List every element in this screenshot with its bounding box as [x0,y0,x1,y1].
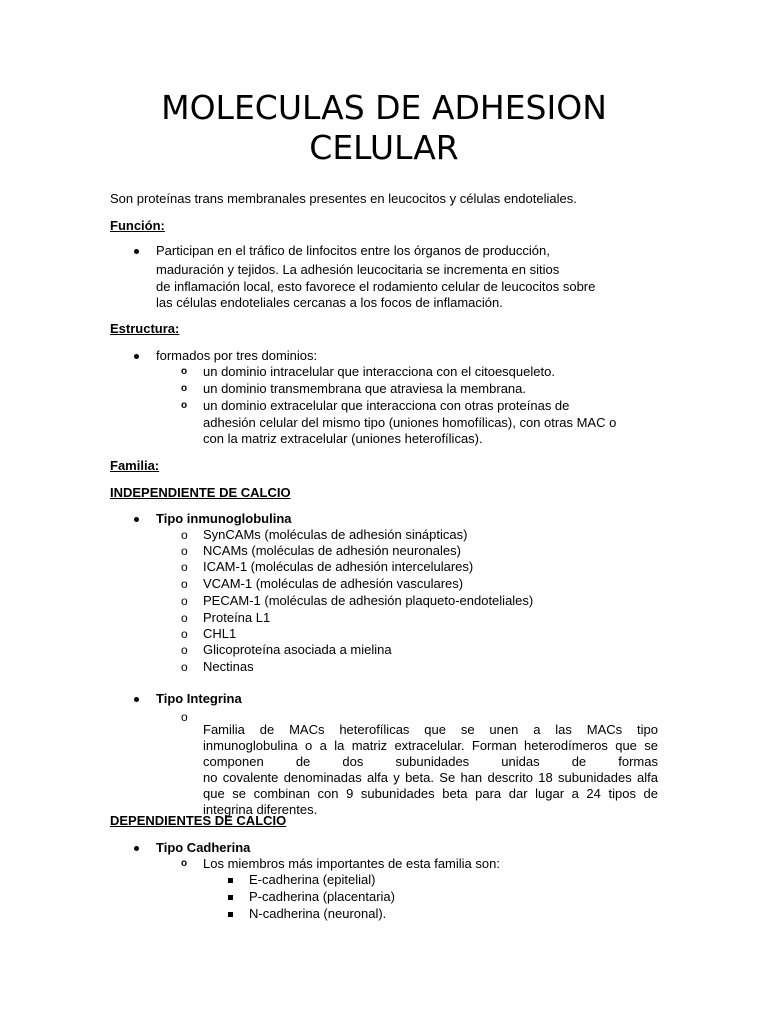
circle-bullet-icon: o [181,528,188,542]
list-item: N-cadherina (neuronal). [249,906,387,921]
integrina-line: integrina diferentes. [203,802,318,817]
square-bullet-icon [228,878,233,883]
bullet-icon [134,846,139,851]
list-item-cont: adhesión celular del mismo tipo (uniones homofílicas), con otras MAC o [203,415,617,430]
list-item: un dominio transmembrana que atraviesa la membrana. [203,381,527,396]
circle-bullet-icon: o [181,383,188,394]
circle-bullet-icon: o [181,858,188,869]
integrina-line: que se combinan con 9 subunidades beta para dar lugar a 24 tipos de [203,786,658,801]
circle-bullet-icon: o [181,400,188,411]
square-bullet-icon [228,912,233,917]
tipo-cadherina-label: Tipo Cadherina [156,840,251,855]
square-bullet-icon [228,895,233,900]
circle-bullet-icon: o [181,660,188,674]
tipo-inmunoglobulina-label: Tipo inmunoglobulina [156,511,292,526]
bullet-icon [134,249,139,254]
circle-bullet-icon: o [181,544,188,558]
circle-bullet-icon: o [181,577,188,591]
list-item: VCAM-1 (moléculas de adhesión vasculares) [203,576,464,591]
list-item: ICAM-1 (moléculas de adhesión intercelulares) [203,559,474,574]
list-item: Proteína L1 [203,610,271,625]
list-item: PECAM-1 (moléculas de adhesión plaqueto-endoteliales) [203,593,534,608]
funcion-line: maduración y tejidos. La adhesión leucocitaria se incrementa en sitios [156,262,560,277]
funcion-line: las células endoteliales cercanas a los focos de inflamación. [156,295,503,310]
integrina-line: componen de dos subunidades unidas de formas [203,754,658,769]
list-item-cont: con la matriz extracelular (uniones heterofílicas). [203,431,483,446]
integrina-line: inmunoglobulina o a la matriz extracelular. Forman heterodímeros que se [203,738,658,753]
list-item: Nectinas [203,659,254,674]
list-item: CHL1 [203,626,237,641]
dependientes-heading: DEPENDIENTES DE CALCIO [110,813,287,828]
list-item: un dominio extracelular que interacciona con otras proteínas de [203,398,570,413]
bullet-icon [134,517,139,522]
circle-bullet-icon: o [181,710,188,724]
cadherina-intro: Los miembros más importantes de esta familia son: [203,856,500,871]
list-item: NCAMs (moléculas de adhesión neuronales) [203,543,461,558]
integrina-line: Familia de MACs heterofílicas que se unen a las MACs tipo [203,722,658,737]
list-item: un dominio intracelular que interacciona con el citoesqueleto. [203,364,555,379]
page-title-line2: CELULAR [309,128,459,167]
circle-bullet-icon: o [181,643,188,657]
circle-bullet-icon: o [181,560,188,574]
funcion-heading: Función: [110,218,165,233]
circle-bullet-icon: o [181,611,188,625]
circle-bullet-icon: o [181,366,188,377]
list-item: P-cadherina (placentaria) [249,889,395,904]
page-title-line1: MOLECULAS DE ADHESION [161,88,607,127]
integrina-line: no covalente denominadas alfa y beta. Se han descrito 18 subunidades alfa [203,770,658,785]
funcion-line: de inflamación local, esto favorece el rodamiento celular de leucocitos sobre [156,279,596,294]
tipo-integrina-label: Tipo Integrina [156,691,242,706]
list-item: E-cadherina (epitelial) [249,872,376,887]
independiente-heading: INDEPENDIENTE DE CALCIO [110,485,291,500]
bullet-icon [134,354,139,359]
familia-heading: Familia: [110,458,160,473]
list-item: Glicoproteína asociada a mielina [203,642,392,657]
funcion-line: Participan en el tráfico de linfocitos entre los órganos de producción, [156,243,550,258]
list-item: SynCAMs (moléculas de adhesión sinápticas) [203,527,468,542]
estructura-heading: Estructura: [110,321,180,336]
estructura-bullet: formados por tres dominios: [156,348,318,363]
circle-bullet-icon: o [181,594,188,608]
intro-paragraph: Son proteínas trans membranales presentes en leucocitos y células endoteliales. [110,191,577,206]
circle-bullet-icon: o [181,627,188,641]
bullet-icon [134,697,139,702]
